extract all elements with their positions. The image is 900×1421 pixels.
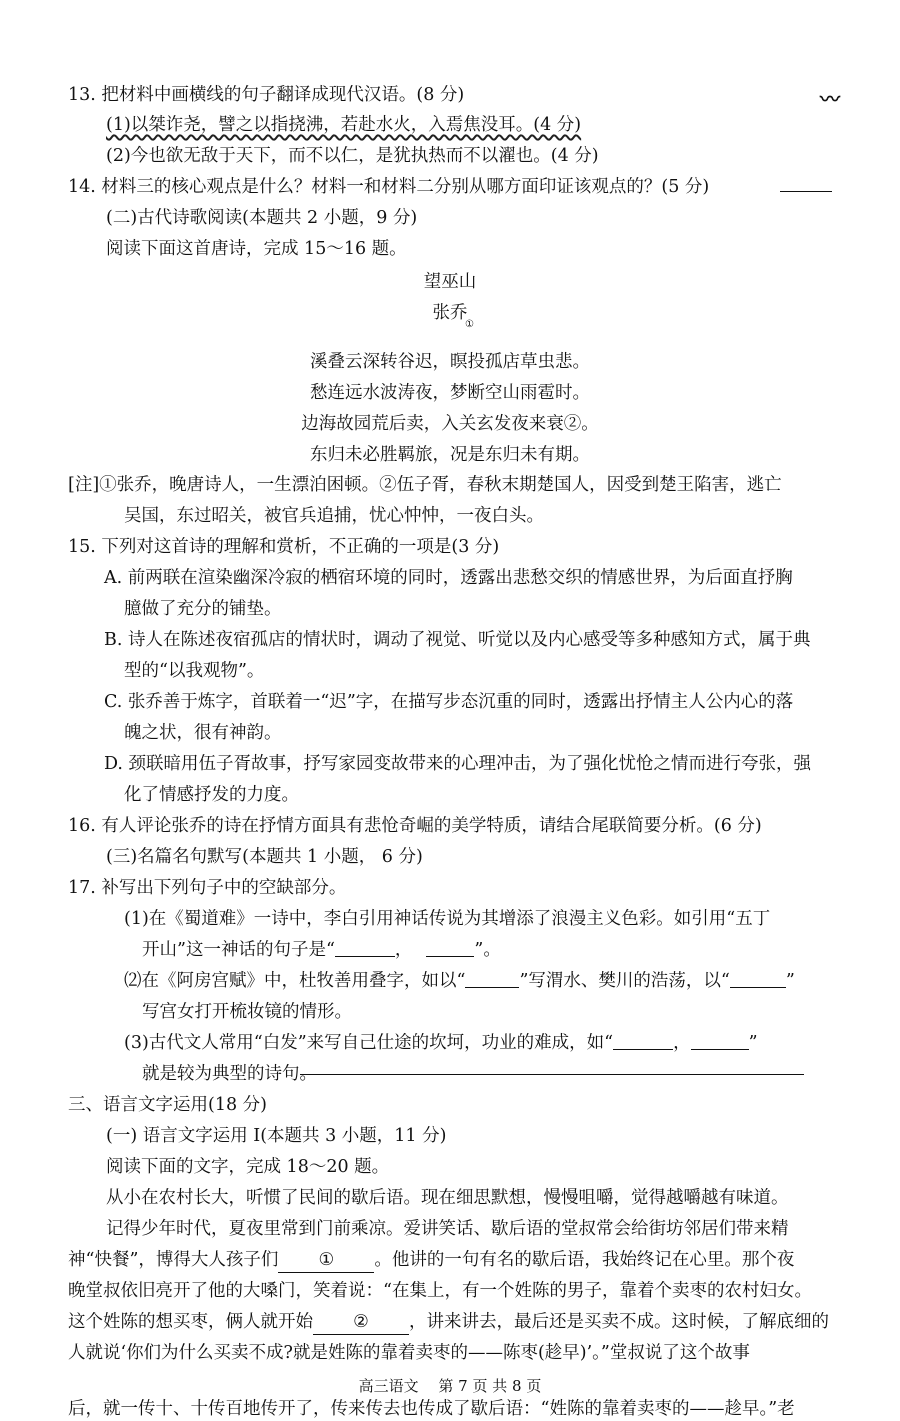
- poem-line-2: 愁连远水波涛夜，梦断空山雨雹时。: [310, 383, 590, 403]
- passage-line-4: [68, 1310, 829, 1335]
- q15-option-a-line-2: 臆做了充分的铺垫。: [124, 599, 282, 619]
- fill-blank[interactable]: [613, 1031, 673, 1050]
- section-2-instruction: 阅读下面这首唐诗，完成 15～16 题。: [106, 239, 407, 259]
- q17-part-1-text-b: ，: [394, 940, 413, 960]
- q13-sentence-2: (2)今也欲无敌于天下，而不以仁，是犹执热而不以濯也。(4 分): [106, 146, 599, 166]
- q15-option-c-line-1: C. 张乔善于炼字，首联着一“迟”字，在描写步态沉重的同时，透露出抒情主人公内心的落: [104, 692, 794, 712]
- answer-line: [780, 191, 832, 192]
- poem-title: 望巫山: [423, 272, 477, 292]
- q17-part-3-text-c: ”: [748, 1033, 758, 1053]
- passage-line-3: 晚堂叔依旧亮开了他的大嗓门，笑着说：“在集上，有一个姓陈的男子，靠着个卖枣的农村妇女。: [68, 1281, 812, 1301]
- q17-part-3-text-a: (3)古代文人常用“白发”来写自己仕途的坎坷，功业的难成，如“: [124, 1033, 614, 1053]
- q15-stem: 15. 下列对这首诗的理解和赏析，不正确的一项是(3 分): [68, 537, 500, 557]
- q17-part-3-line-1: [124, 1031, 758, 1055]
- q17-part-3-text-b: ，: [673, 1033, 691, 1053]
- author-note-mark: ①: [465, 319, 474, 330]
- q17-part-1-text-c: ”。: [474, 940, 501, 960]
- blank-2[interactable]: ②: [313, 1310, 409, 1335]
- poem-line-1: 溪叠云深转谷迟，暝投孤店草虫悲。: [310, 352, 590, 372]
- q17-part-2-text-c: ”: [785, 971, 795, 991]
- q17-part-1-line-2: [142, 938, 501, 962]
- note-line-2: 吴国，东过昭关，被官兵追捕，忧心忡忡，一夜白头。: [124, 506, 544, 526]
- part-3-header: 三、语言文字运用(18 分): [68, 1095, 267, 1115]
- q15-option-b-line-2: 型的“以我观物”。: [124, 661, 265, 681]
- section-3-header: (三)名篇名句默写(本题共 1 小题， 6 分): [106, 847, 423, 867]
- q13-title: 13. 把材料中画横线的句子翻译成现代汉语。(8 分): [68, 85, 465, 105]
- q15-option-d-line-1: D. 颈联暗用伍子胥故事，抒写家园变故带来的心理冲击，为了强化忧怆之情而进行夸张，强: [104, 754, 812, 774]
- q14-text: 14. 材料三的核心观点是什么？材料一和材料二分别从哪方面印证该观点的？(5 分): [68, 177, 710, 197]
- poem-line-4: 东归未必胜羁旅，况是东归未有期。: [310, 445, 590, 465]
- wavy-mark-icon: 〰: [820, 87, 840, 111]
- blank-1[interactable]: ①: [278, 1248, 374, 1273]
- reading-instruction: 阅读下面的文字，完成 18～20 题。: [106, 1157, 390, 1177]
- note-line-1: [注]①张乔，晚唐诗人，一生漂泊困顿。②伍子胥，春秋末期楚国人，因受到楚王陷害，逃亡: [68, 475, 782, 495]
- underline-rule: [300, 1074, 804, 1075]
- q17-part-3-line-2: 就是较为典型的诗句。: [142, 1064, 317, 1084]
- fill-blank[interactable]: [426, 938, 474, 957]
- poem-author: 张乔: [432, 303, 468, 323]
- q17-part-1-line-1: (1)在《蜀道难》一诗中，李白引用神话传说为其增添了浪漫主义色彩。如引用“五丁: [124, 909, 771, 929]
- section-2-header: (二)古代诗歌阅读(本题共 2 小题，9 分): [106, 208, 418, 228]
- passage-text: 。他讲的一句有名的歇后语，我始终记在心里。那个夜: [374, 1250, 795, 1270]
- q15-option-a-line-1: A. 前两联在渲染幽深冷寂的栖宿环境的同时，透露出悲愁交织的情感世界，为后面直抒胸: [104, 568, 793, 588]
- passage-text: 神“快餐”，博得大人孩子们: [68, 1250, 279, 1270]
- q17-part-2-line-2: 写宫女打开梳妆镜的情形。: [142, 1002, 352, 1022]
- q15-option-b-line-1: B. 诗人在陈述夜宿孤店的情状时，调动了视觉、听觉以及内心感受等多种感知方式，属于典: [104, 630, 811, 650]
- q17-part-2-line-1: [124, 969, 795, 993]
- q17-part-2-text-b: ”写渭水、樊川的浩荡，以“: [519, 971, 730, 991]
- fill-blank[interactable]: [465, 969, 519, 988]
- passage-text: 这个姓陈的想买枣，俩人就开始: [68, 1312, 313, 1332]
- q16-text: 16. 有人评论张乔的诗在抒情方面具有悲怆奇崛的美学特质，请结合尾联简要分析。(6 分): [68, 816, 762, 836]
- passage-line-6: 后，就一传十、十传百地传开了，传来传去也传成了歇后语：“姓陈的靠着卖枣的——趁早。”老: [68, 1399, 795, 1419]
- page-footer: 高三语文 第 7 页 共 8 页: [0, 1375, 900, 1397]
- fill-blank[interactable]: [691, 1031, 749, 1050]
- passage-line-5: 人就说‘你们为什么买卖不成?就是姓陈的靠着卖枣的——陈枣(趁早)’。”堂叔说了这个故事: [68, 1343, 750, 1363]
- q15-option-c-line-2: 魄之状，很有神韵。: [124, 723, 282, 743]
- poem-line-3: 边海故园荒后卖，入关玄发夜来衰②。: [301, 414, 599, 434]
- fill-blank[interactable]: [730, 969, 786, 988]
- q13-sentence-1: (1)以桀诈尧，譬之以指挠沸，若赴水火，入焉焦没耳。(4 分): [106, 115, 582, 135]
- q17-stem: 17. 补写出下列句子中的空缺部分。: [68, 878, 347, 898]
- passage-text: ，讲来讲去，最后还是买卖不成。这时候，了解底细的: [409, 1312, 829, 1332]
- q15-option-d-line-2: 化了情感抒发的力度。: [124, 785, 299, 805]
- q17-part-2-text-a: ⑵在《阿房宫赋》中，杜牧善用叠字，如以“: [124, 971, 466, 991]
- fill-blank[interactable]: [335, 938, 395, 957]
- subsection-1-header: (一) 语言文字运用 I(本题共 3 小题，11 分): [106, 1126, 447, 1146]
- passage-line-1: 记得少年时代，夏夜里常到门前乘凉。爱讲笑话、歇后语的堂叔常会给街坊邻居们带来精: [106, 1219, 789, 1239]
- passage-line-2: [68, 1248, 794, 1273]
- q17-part-1-text-a: 开山”这一神话的句子是“: [142, 940, 335, 960]
- passage-paragraph-1: 从小在农村长大，听惯了民间的歇后语。现在细思默想，慢慢咀嚼，觉得越嚼越有味道。: [106, 1188, 789, 1208]
